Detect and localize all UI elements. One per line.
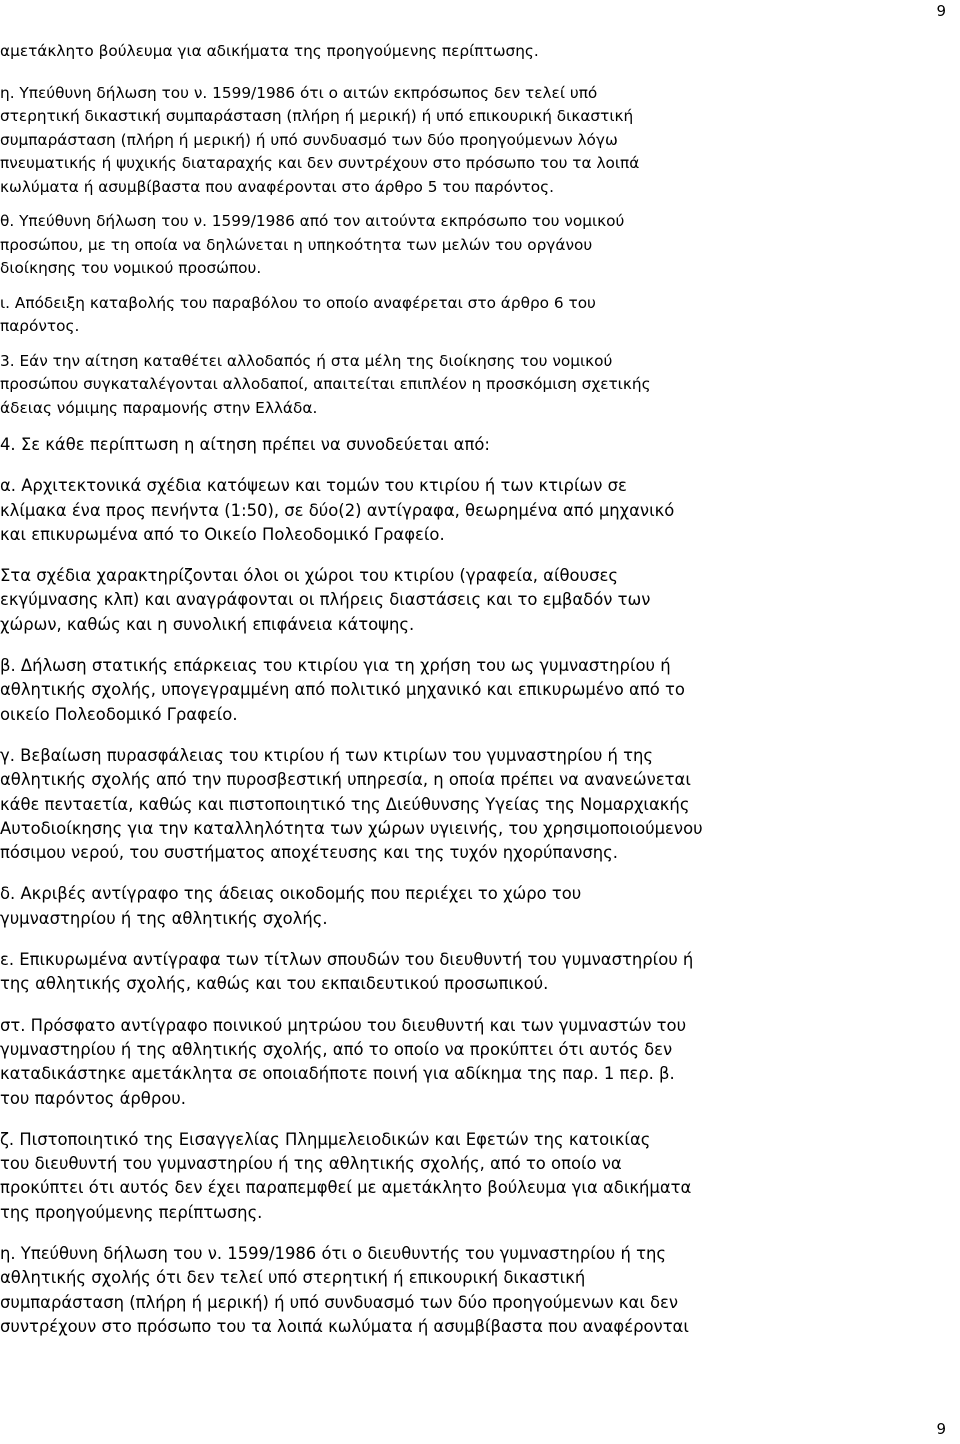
text-line: α. Αρχιτεκτονικά σχέδια κατόψεων και τομών του κτιρίου ή των κτιρίων σε: [0, 476, 627, 496]
paragraph-epsilon: [0, 948, 800, 997]
text-line: πνευματικής ή ψυχικής διαταραχής και δεν συντρέχουν στο πρόσωπο του τα λοιπά: [0, 154, 640, 172]
text-line: προσώπου, με τη οποία να δηλώνεται η υπηκοότητα των μελών του οργάνου: [0, 235, 593, 254]
text-line: 4. Σε κάθε περίπτωση η αίτηση πρέπει να συνοδεύεται από:: [0, 435, 490, 454]
text-line: και επικυρωμένα από το Οικείο Πολεοδομικό Γραφείο.: [0, 524, 445, 544]
text-line: Αυτοδιοίκησης για την καταλληλότητα των χώρων υγιεινής, του χρησιμοποιούμενου: [0, 818, 703, 838]
text-line: καταδικάστηκε αμετάκλητα σε οποιαδήποτε ποινή για αδίκημα της παρ. 1 περ. β.: [0, 1064, 675, 1084]
text-line: πόσιμου νερού, του συστήματος αποχέτευσης και της τυχόν ηχορύπανσης.: [0, 843, 618, 863]
text-line: συμπαράσταση (πλήρη ή μερική) ή υπό συνδυασμό των δύο προηγούμενων και δεν: [0, 1292, 679, 1312]
text-line: β. Δήλωση στατικής επάρκειας του κτιρίου για τη χρήση του ως γυμναστηρίου ή: [0, 656, 671, 676]
text-line: γυμναστηρίου ή της αθλητικής σχολής.: [0, 908, 328, 928]
text-line: της αθλητικής σχολής, καθώς και του εκπαιδευτικού προσωπικού.: [0, 974, 549, 994]
text-line: αθλητικής σχολής από την πυροσβεστική υπηρεσία, η οποία πρέπει να ανανεώνεται: [0, 770, 691, 790]
paragraph-iota: [0, 292, 800, 339]
text-line: στ. Πρόσφατο αντίγραφο ποινικού μητρώου του διευθυντή και των γυμναστών του: [0, 1015, 687, 1035]
paragraph-3: [0, 350, 800, 421]
text-line: κλίμακα ένα προς πενήντα (1:50), σε δύο(2) αντίγραφα, θεωρημένα από μηχανικό: [0, 500, 675, 520]
text-line: ι. Απόδειξη καταβολής του παραβόλου το οποίο αναφέρεται στο άρθρο 6 του: [0, 293, 596, 312]
page-number-bottom: 9: [936, 1420, 946, 1438]
text-line: άδειας νόμιμης παραμονής στην Ελλάδα.: [0, 398, 318, 417]
text-line: κάθε πενταετία, καθώς και πιστοποιητικό της Διεύθυνσης Υγείας της Νομαρχιακής: [0, 794, 690, 814]
text-line: διοίκησης του νομικού προσώπου.: [0, 259, 262, 277]
text-line: αθλητικής σχολής ότι δεν τελεί υπό στερητική ή επικουρική δικαστική: [0, 1268, 586, 1288]
paragraph-eta-1: [0, 82, 800, 200]
document-body: [0, 40, 800, 1339]
text-line: προσώπου συγκαταλέγονται αλλοδαποί, απαιτείται επιπλέον η προσκόμιση σχετικής: [0, 375, 651, 393]
text-line: η. Υπεύθυνη δήλωση του ν. 1599/1986 ότι ο αιτών εκπρόσωπος δεν τελεί υπό: [0, 83, 598, 102]
paragraph-stigma: [0, 1014, 800, 1111]
paragraph-eta-2: [0, 1242, 800, 1339]
text-line: αθλητικής σχολής, υπογεγραμμένη από πολιτικό μηχανικό και επικυρωμένο από το: [0, 680, 685, 700]
text-line: 3. Εάν την αίτηση καταθέτει αλλοδαπός ή στα μέλη της διοίκησης του νομικού: [0, 351, 613, 370]
text-line: Στα σχέδια χαρακτηρίζονται όλοι οι χώροι του κτιρίου (γραφεία, αίθουσες: [0, 566, 618, 586]
paragraph-alpha: [0, 474, 800, 547]
text-line: θ. Υπεύθυνη δήλωση του ν. 1599/1986 από τον αιτούντα εκπρόσωπο του νομικού: [0, 212, 625, 230]
text-line: αμετάκλητο βούλευμα για αδικήματα της προηγούμενης περίπτωσης.: [0, 42, 539, 60]
text-line: οικείο Πολεοδομικό Γραφείο.: [0, 704, 238, 724]
paragraph-zeta: [0, 1128, 800, 1225]
text-line: δ. Ακριβές αντίγραφο της άδειας οικοδομής που περιέχει το χώρο του: [0, 884, 582, 904]
text-line: κωλύματα ή ασυμβίβαστα που αναφέρονται στο άρθρο 5 του παρόντος.: [0, 177, 554, 196]
text-line: ζ. Πιστοποιητικό της Εισαγγελίας Πλημμελειοδικών και Εφετών της κατοικίας: [0, 1129, 651, 1149]
paragraph-prev-tail: [0, 40, 800, 64]
text-line: της προηγούμενης περίπτωσης.: [0, 1202, 263, 1222]
paragraph-theta: [0, 210, 800, 281]
text-line: γυμναστηρίου ή της αθλητικής σχολής, από το οποίο να προκύπτει ότι αυτός δεν: [0, 1039, 673, 1059]
text-line: παρόντος.: [0, 317, 80, 335]
page-number-top: 9: [936, 2, 946, 20]
text-line: συμπαράσταση (πλήρη ή μερική) ή υπό συνδυασμό των δύο προηγούμενων λόγω: [0, 130, 618, 149]
paragraph-beta: [0, 654, 800, 727]
text-line: προκύπτει ότι αυτός δεν έχει παραπεμφθεί με αμετάκλητο βούλευμα για αδικήματα: [0, 1178, 692, 1198]
paragraph-delta: [0, 882, 800, 931]
paragraph-gamma: [0, 744, 800, 865]
text-line: συντρέχουν στο πρόσωπο του τα λοιπά κωλύματα ή ασυμβίβαστα που αναφέρονται: [0, 1316, 689, 1336]
paragraph-drawings: [0, 564, 800, 637]
text-line: στερητική δικαστική συμπαράσταση (πλήρη ή μερική) ή υπό επικουρική δικαστική: [0, 107, 634, 125]
paragraph-4: [0, 433, 800, 457]
text-line: γ. Βεβαίωση πυρασφάλειας του κτιρίου ή των κτιρίων του γυμναστηρίου ή της: [0, 745, 654, 765]
text-line: του παρόντος άρθρου.: [0, 1088, 186, 1108]
text-line: ε. Επικυρωμένα αντίγραφα των τίτλων σπουδών του διευθυντή του γυμναστηρίου ή: [0, 950, 694, 970]
text-line: εκγύμνασης κλπ) και αναγράφονται οι πλήρεις διαστάσεις και το εμβαδόν των: [0, 590, 651, 610]
text-line: του διευθυντή του γυμναστηρίου ή της αθλητικής σχολής, από το οποίο να: [0, 1154, 622, 1174]
text-line: η. Υπεύθυνη δήλωση του ν. 1599/1986 ότι ο διευθυντής του γυμναστηρίου ή της: [0, 1244, 666, 1264]
text-line: χώρων, καθώς και η συνολική επιφάνεια κάτοψης.: [0, 614, 415, 634]
